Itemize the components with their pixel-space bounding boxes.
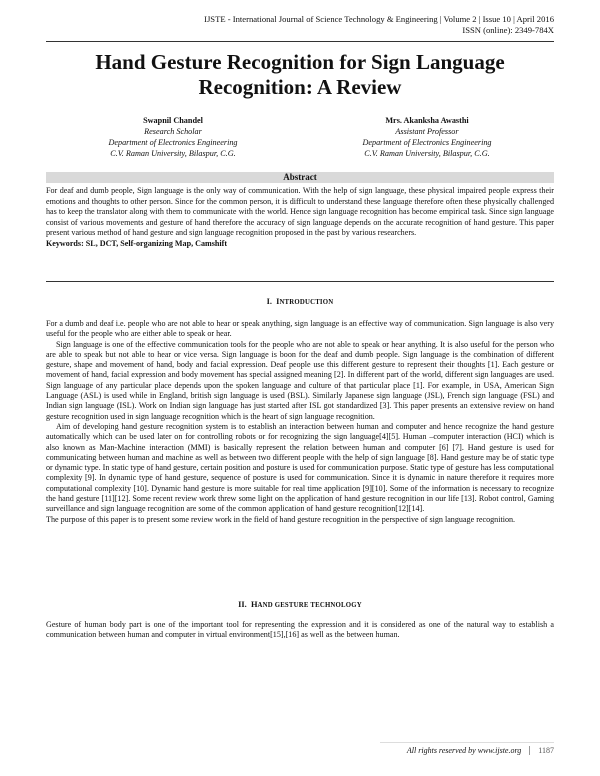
- abstract-body: [46, 186, 554, 249]
- journal-header: [204, 14, 554, 36]
- section-title-rest: NTRODUCTION: [279, 299, 334, 306]
- author-institution: C.V. Raman University, Bilaspur, C.G.: [364, 149, 490, 158]
- author-2: [300, 115, 554, 159]
- section-body-introduction: [46, 319, 554, 525]
- keywords: Keywords: SL, DCT, Self-organizing Map, Camshift: [46, 238, 228, 248]
- author-institution: C.V. Raman University, Bilaspur, C.G.: [110, 149, 236, 158]
- paragraph: The purpose of this paper is to present some review work in the field of hand gesture recognition in the perspective of sign language recognition.: [46, 514, 516, 524]
- section-body-hand-gesture: [46, 620, 554, 641]
- journal-line: IJSTE - International Journal of Science Technology & Engineering | Volume 2 | Issue 10 | April 2016: [204, 14, 554, 24]
- page-number: 1187: [529, 746, 554, 755]
- author-1: [46, 115, 300, 159]
- section-number: II.: [238, 600, 247, 609]
- rights-text: All rights reserved by www.ijste.org: [406, 746, 522, 755]
- author-block: [46, 115, 554, 159]
- section-first-letter: H: [250, 600, 258, 609]
- abstract-divider: [46, 281, 554, 282]
- section-number: I.: [266, 297, 272, 306]
- section-heading-hand-gesture: [46, 600, 554, 609]
- paper-title: Hand Gesture Recognition for Sign Language Recognition: A Review: [95, 50, 505, 99]
- abstract-text: For deaf and dumb people, Sign language is the only way of communication. With the help of sign language, these physical impaired people express their emotions and thoughts to other person. Since for the common person, it is difficult to understand these language therefore often these physically challenged has to keep the translator along with them to communicate with the world. Hence sign language recognition has become empirical task. Since sign language consist of various movements and gesture of hand therefore the accuracy of sign language depends on the accurate recognition of hand gesture. This paper present various method of hand gesture and sign language recognition proposed in the past by various researchers.: [46, 186, 554, 237]
- section-title-rest: AND GESTURE TECHNOLOGY: [257, 602, 362, 609]
- paragraph: Aim of developing hand gesture recognition system is to establish an interaction between human and computer and hence recognize the hand gesture automatically which can be used later on for controlling robots or for recognizing the sign language[4][5]. Human –computer interaction (HCI) which is also known as Man-Machine interaction (MMI) is basically represent the relation between human and computer [6] [7]. Hand gesture is used for communicating between human and machine as well as between two different people with the help of sign language [8]. Hand gesture may be of static type or dynamic type. In static type of hand gesture, certain position and posture is used for communication purpose. Static type of gesture has less computational complexity [9]. In dynamic type of hand gesture, sequence of posture is used for communication. Since it is dynamic in nature therefore it requires more computational complexity [10]. Dynamic hand gesture is more suitable for real time application [9][10]. Some of the information is necessary to recognize the hand gesture [11][12]. Some recent review work threw some light on the application of hand gesture recognition in our life [13]. Robot control, Gaming surveillance and sign language recognition are some of the common application of hand gesture recognition[12][14].: [46, 421, 554, 514]
- author-name: Swapnil Chandel: [143, 116, 203, 125]
- paragraph: Gesture of human body part is one of the important tool for representing the expression and it is considered as one of the natural way to establish a communication between human and computer in virtual environment[15],[16] as well as the between human.: [46, 620, 554, 640]
- paragraph: For a dumb and deaf i.e. people who are not able to hear or speak anything, sign language is an effective way of communication. Sign language is also very useful for the people who are either able to speak or hear.: [46, 319, 554, 339]
- abstract-heading: Abstract: [46, 172, 554, 183]
- author-role: Research Scholar: [144, 127, 202, 136]
- section-first-letter: I: [276, 297, 280, 306]
- author-name: Mrs. Akanksha Awasthi: [385, 116, 469, 125]
- author-department: Department of Electronics Engineering: [108, 138, 238, 147]
- paragraph: Sign language is one of the effective communication tools for the people who are not able to speak or hear anything. It is also useful for the person who are able to speak but not able to hear or vice versa. Sign language is boon for the deaf and dumb people. Sign language is the combination of different gesture, shape and movement of hand, body and facial expression. Deaf people use this different gesture to represent their thoughts [1]. Each gesture or movement of hand, facial expression and body movement has special assigned meaning [2]. In different part of the world, different sign languages are used. Sign language of any particular place depends upon the spoken language and culture of that particular place [1]. For example, in USA, American Sign Language (ASL) is used while in England, british sign language is used (BSL). Similarly Japanese sign language (JSL), French sign language (FSL) and Indian sign language (ISL). Work on Indian sign language has just started after ISL got standardized [3]. This paper presents an extensive review on hand gesture recognition used in sign language recognition which is the heart of sign language recognition.: [46, 339, 554, 421]
- issn-line: ISSN (online): 2349-784X: [462, 25, 554, 35]
- footer-divider: [380, 742, 554, 743]
- author-department: Department of Electronics Engineering: [362, 138, 492, 147]
- page-footer: [407, 746, 554, 755]
- section-heading-introduction: [46, 297, 554, 306]
- author-role: Assistant Professor: [395, 127, 459, 136]
- header-divider: [46, 41, 554, 42]
